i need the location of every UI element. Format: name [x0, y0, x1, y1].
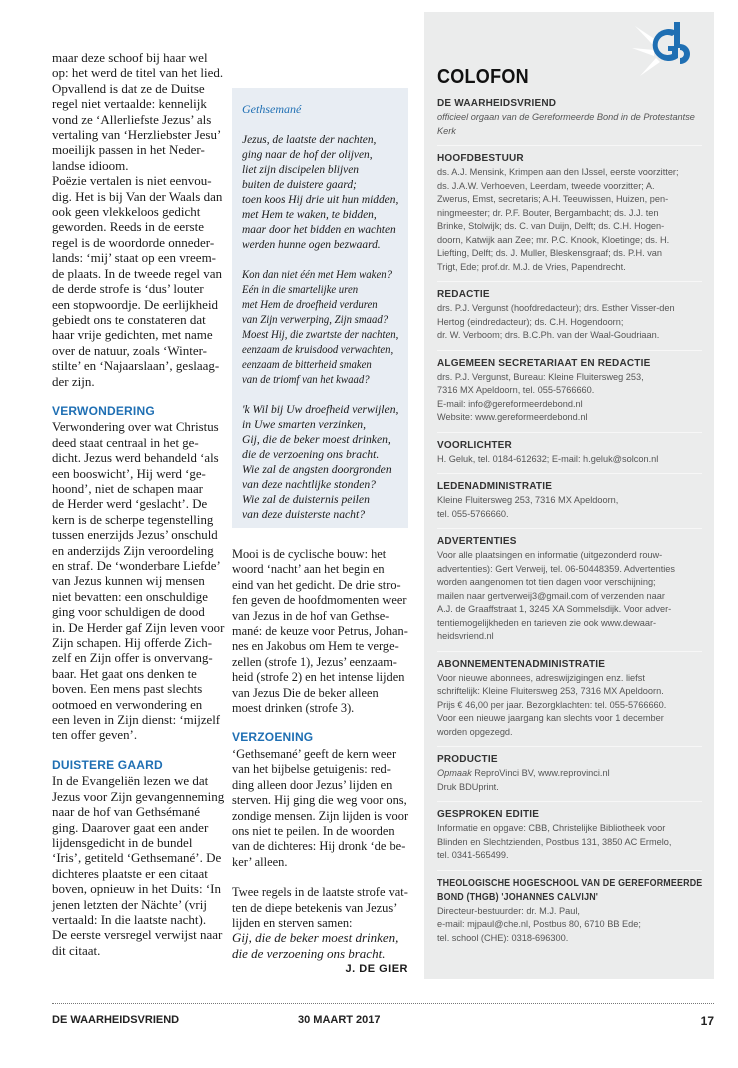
section-body: H. Geluk, tel. 0184-612632; E-mail: h.geluk@solcon.nl [437, 453, 659, 464]
paragraph: Verwondering over wat Christus deed staat centraal in het ge- dicht. Jezus werd behandeld ‘als een booswicht’, Hij werd ‘ge- hoond’, niet de schapen maar de Herder werd ‘geslacht’. De kern is de scherpe tegenstelling tussen enerzijds Jezus’ onschuld en anderzijds Zijn veroordeling en straf. De ‘wonderbare Liefde’ van Jezus kunnen wij mensen niet bevatten: een onschuldige ging voor schuldigen de dood in. De Herder gaf Zijn leven voor Zijn schapen. Hij offerde Zich- zelf en Zijn offer is onvervang- baar. Het gaat ons denken te boven. Een mens past slechts ootmoed en verwondering en een leven in Zijn dienst: ‘mijzelf ten offer geven’. [52, 419, 225, 743]
poem-stanza: Jezus, de laatste der nachten, ging naar de hof der olijven, liet zijn discipelen blijven buiten de duistere gaard; toen koos Hij drie uit hun midden, met Hem te waken, te bidden, maar door het bidden en wachten werden hunne ogen bezwaard. [242, 132, 399, 251]
colofon-section [437, 92, 702, 146]
section-body: Voor alle plaatsingen en informatie (uitgezonderd rouw- advertenties): Gert Verweij, tel. 06-50448359. Advertenties worden aangenomen tot tien dagen voor verschijning; mailen naar gertverweij3@gmail.com of verzenden naar A.J. de Graaffstraat 1, 3245 XA Sommelsdijk. Voor adver- tentiemogelijkheden en tarieven zie ook www.dewaar- heidsvriend.nl [437, 550, 675, 641]
section-body: Directeur-bestuurder: dr. M.J. Paul, e-mail: mjpaul@che.nl, Postbus 80, 6710 BB Ede; tel. school (CHE): 0318-696300. [437, 905, 641, 943]
colofon-section [437, 475, 702, 529]
article-column-1 [52, 50, 224, 958]
paragraph: Twee regels in de laatste strofe vat- ten de diepe betekenis van Jezus’ lijden en sterven samen: [232, 884, 408, 930]
colofon-section [437, 147, 702, 282]
section-heading: PRODUCTIE [437, 754, 498, 765]
section-heading: VOORLICHTER [437, 439, 512, 451]
section-body: Informatie en opgave: CBB, Christelijke Bibliotheek voor Blinden en Slechtzienden, Postbus 131, 3850 AC Ermelo, tel. 0341-565499. [437, 823, 672, 860]
section-heading: ALGEMEEN SECRETARIAAT EN REDACTIE [437, 357, 651, 369]
colofon-section [437, 653, 702, 748]
paragraph: maar deze schoof bij haar wel op: het werd de titel van het lied. Opvallend is dat ze de Duitse regel niet vertaalde: kennelijk vond ze ‘Allerliefste Jezus’ als vertaling van ‘Herzliebster Jesu’ moeilijk passen in het Neder- landse idioom. [52, 50, 224, 173]
page-number: 17 [700, 1014, 714, 1028]
colofon-section [437, 872, 702, 953]
footer-divider [52, 1003, 714, 1004]
section-heading: ADVERTENTIES [437, 536, 517, 547]
section-heading: GESPROKEN EDITIE [437, 809, 540, 820]
paragraph: In de Evangeliën lezen we dat Jezus voor Zijn gevangenneming naar de hof van Gethsémané ging. Daarover gaat een ander lijdensgedicht in de bundel ‘Iris’, getiteld ‘Gethsemané’. De dichteres plaatste er een citaat boven, opnieuw in het Duits: ‘In jenen letzten der Nächte’ (vrij vertaald: In die laatste nacht). De eerste versregel verwijst naar dit citaat. [52, 773, 225, 958]
section-body: ReproVinci BV, www.reprovinci.nl [471, 768, 610, 778]
colofon-section [437, 352, 702, 433]
article-column-2 [232, 546, 408, 977]
section-body: Kleine Fluitersweg 253, 7316 MX Apeldoorn, tel. 055-5766660. [437, 495, 619, 519]
quote: Gij, die de beker moest drinken, die de verzoening ons bracht. [232, 930, 399, 961]
paragraph: Mooi is de cyclische bouw: het woord ‘nacht’ aan het begin en eind van het gedicht. De drie stro- fen geven de hoofdmomenten weer van Jezus in de hof van Gethse- mané: de keuze voor Petrus, Johan- nes en Jakobus om Hem te verge- zellen (strofe 1), Jezus’ eenzaam- heid (strofe 2) en het intense lijden van Jezus Die de beker alleen moest drinken (strofe 3). [232, 546, 408, 716]
paragraph: ‘Gethsemané’ geeft de kern weer van het bijbelse getuigenis: red- ding alleen door Jezus’ lijden en sterven. Hij ging die weg voor ons, zondige mensen. Zijn lijden is voor ons niet te peilen. In de woorden van de dichteres: Hij dronk ‘de be- ker’ alleen. [232, 745, 409, 869]
footer-publication: DE WAARHEIDSVRIEND [52, 1014, 180, 1026]
subheading-duistere-gaard: DUISTERE GAARD [52, 757, 163, 772]
section-heading: DE WAARHEIDSVRIEND [437, 98, 557, 109]
author-signature: J. DE GIER [345, 963, 408, 976]
section-heading: REDACTIE [437, 289, 490, 300]
poem-box [232, 88, 408, 528]
poem-stanza: Kon dan niet één met Hem waken? Eén in die smartelijke uren met Hem de droefheid verduren van Zijn verwerping, Zijn smaad? Moest Hij, die zwartste der nachten, eenzaam de kruisdood verwachten, eenzaam de bitterheid smaken van de triomf van het kwaad? [242, 267, 399, 386]
subheading-verzoening: VERZOENING [232, 730, 314, 745]
colofon-box [424, 12, 714, 979]
section-body: ds. A.J. Mensink, Krimpen aan den IJssel, eerste voorzitter; ds. J.A.W. Verhoeven, Leerdam, tweede voorzitter; A. Zwerus, Emst, secretaris; A.H. Teeuwissen, Huizen, pen- ningmeester; dr. P.F. Bouter, Bergambacht; ds. J.J. ten Brinke, Stolwijk; ds. C. van Duijn, Delft; ds. C.H. Hogen- doorn, Katwijk aan Zee; mr. P.C. Knook, Kloetinge; ds. H. Liefting, Delft; ds. J. Muller, Bleskensgraaf; ds. P.H. van Trigt, Ede; prof.dr. M.J. de Vries, Papendrecht. [437, 167, 679, 272]
section-heading: LEDENADMINISTRATIE [437, 481, 553, 492]
colofon-title: COLOFON [437, 66, 529, 88]
footer-date: 30 MAART 2017 [298, 1014, 381, 1026]
paragraph: Poëzie vertalen is niet eenvou- dig. Het is bij Van der Waals dan ook geen vlekkeloos gedicht geworden. Reeds in de eerste regel is de woordorde onneder- lands: ‘mij’ staat op een vreem- de plaats. In de tweede regel van de derde strofe is ‘dus’ louter een stopwoordje. De eerlijkheid gebiedt ons te constateren dat haar vrije gedichten, met name over de natuur, zoals ‘Winter- stilte’ en ‘Najaarslaan’, geslaag- der zijn. [52, 173, 223, 389]
poem-stanza: 'k Wil bij Uw droefheid verwijlen, in Uwe smarten verzinken, Gij, die de beker moest drinken, die de verzoening ons bracht. Wie zal de angsten doorgronden van deze nachtlijke stonden? Wie zal de duisternis peilen van deze duisterste nacht? [242, 402, 399, 521]
colofon-section [437, 803, 702, 871]
colofon-section [437, 434, 702, 475]
colofon-section [437, 748, 702, 802]
section-body: officieel orgaan van de Gereformeerde Bond in de Protestantse Kerk [437, 112, 695, 136]
section-body: Voor nieuwe abonnees, adreswijzigingen enz. liefst schriftelijk: Kleine Fluitersweg 253, 7316 MX Apeldoorn. Prijs € 46,00 per jaar. Bezorgklachten: tel. 055-5766660. Voor een nieuwe jaargang kan slechts voor 1 december worden opgezegd. [437, 672, 667, 737]
section-heading: ABONNEMENTENADMINISTRATIE [437, 658, 606, 670]
subheading-verwondering: VERWONDERING [52, 403, 155, 418]
label: Opmaak [437, 768, 472, 778]
label: Druk [437, 781, 457, 792]
colofon-section [437, 283, 702, 351]
section-body: BDUprint. [456, 781, 499, 792]
section-heading: THEOLOGISCHE HOGESCHOOL VAN DE GEREFORMEERDE BOND (THGB) 'JOHANNES CALVIJN' [437, 877, 703, 903]
colofon-section [437, 530, 702, 652]
section-body: drs. P.J. Vergunst (hoofdredacteur); drs. Esther Visser-den Hertog (eindredacteur); ds. C.H. Hogendoorn; dr. W. Verboom; drs. B.C.Ph. van der Waal-Goudriaan. [437, 303, 675, 340]
poem-title: Gethsemané [242, 102, 302, 116]
section-body: drs. P.J. Vergunst, Bureau: Kleine Fluitersweg 253, 7316 MX Apeldoorn, tel. 055-5766660. E-mail: info@gereformeerdebond.nl Website: www.gereformeerdebond.nl [437, 371, 644, 422]
section-heading: HOOFDBESTUUR [437, 153, 524, 164]
